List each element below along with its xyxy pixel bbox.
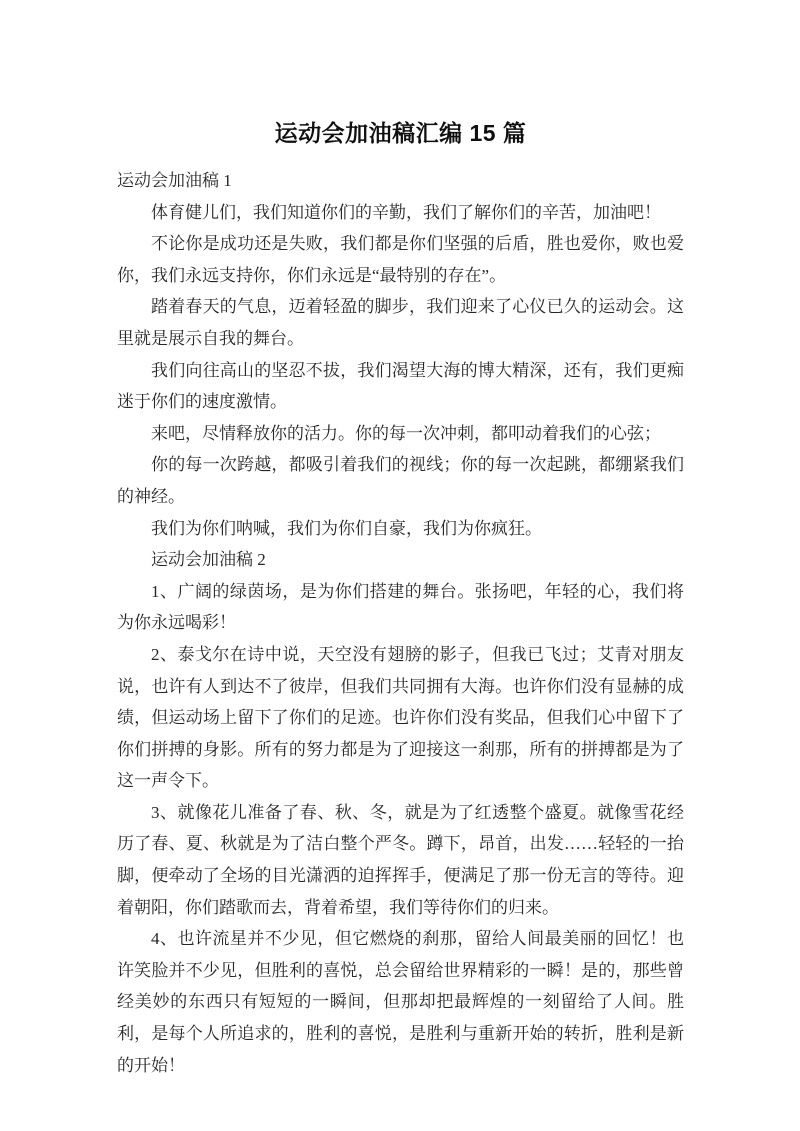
paragraph: 4、也许流星并不少见，但它燃烧的刹那，留给人间最美丽的回忆！也许笑脸并不少见，但胜利的喜悦，总会留给世界精彩的一瞬！是的，那些曾经美妙的东西只有短短的一瞬间，但那却把最辉煌的一刻留给了人间。胜利，是每个人所追求的，胜利的喜悦，是胜利与重新开始的转折，胜利是新的开始！ bbox=[117, 929, 684, 1075]
section-label-2: 运动会加油稿 2 bbox=[151, 550, 266, 570]
paragraph: 1、广阔的绿茵场，是为你们搭建的舞台。张扬吧，年轻的心，我们将为你永远喝彩！ bbox=[117, 581, 684, 633]
paragraph: 2、泰戈尔在诗中说，天空没有翅膀的影子，但我已飞过；艾青对朋友说，也许有人到达不了彼岸，但我们共同拥有大海。也许你们没有显赫的成绩，但运动场上留下了你们的足迹。也许你们没有奖品，但我们心中留下了你们拼搏的身影。所有的努力都是为了迎接这一刹那，所有的拼搏都是为了这一声令下。 bbox=[117, 644, 684, 791]
section-label-1: 运动会加油稿 1 bbox=[117, 171, 232, 190]
paragraph: 我们为你们呐喊，我们为你们自豪，我们为你疯狂。 bbox=[151, 518, 542, 538]
paragraph: 体育健儿们，我们知道你们的辛勤，我们了解你们的辛苦，加油吧！ bbox=[151, 202, 661, 222]
paragraph: 来吧，尽情释放你的活力。你的每一次冲刺，都叩动着我们的心弦； bbox=[151, 423, 661, 443]
paragraph: 踏着春天的气息，迈着轻盈的脚步，我们迎来了心仪已久的运动会。这里就是展示自我的舞台。 bbox=[117, 297, 684, 348]
paragraph: 不论你是成功还是失败，我们都是你们坚强的后盾，胜也爱你，败也爱你，我们永远支持你，你们永远是“最特别的存在”。 bbox=[117, 234, 684, 285]
paragraph: 3、就像花儿准备了春、秋、冬，就是为了红透整个盛夏。就像雪花经历了春、夏、秋就是为了洁白整个严冬。蹲下，昂首，出发……轻轻的一抬脚，便牵动了全场的目光潇洒的迫挥挥手，便满足了那一份无言的等待。迎着朝阳，你们踏歌而去，背着希望，我们等待你们的归来。 bbox=[117, 802, 684, 917]
paragraph: 我们向往高山的坚忍不拔，我们渴望大海的博大精深，还有，我们更痴迷于你们的速度激情。 bbox=[117, 360, 684, 412]
document-title: 运动会加油稿汇编 15 篇 bbox=[274, 120, 527, 146]
paragraph: 你的每一次跨越，都吸引着我们的视线；你的每一次起跳，都绷紧我们的神经。 bbox=[117, 455, 684, 506]
